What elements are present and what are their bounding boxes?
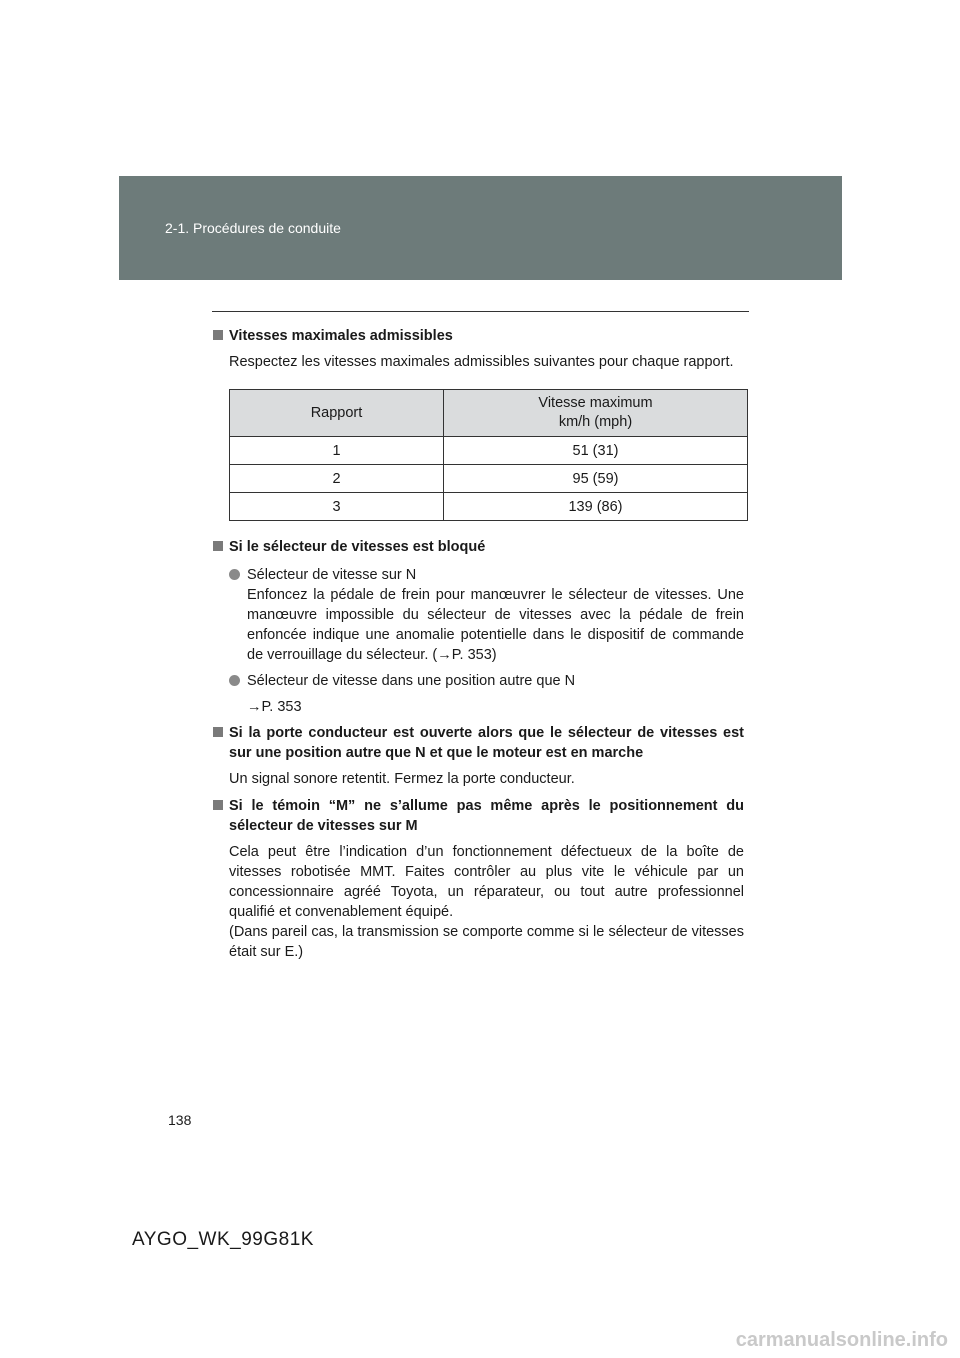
square-bullet-icon [213, 330, 223, 340]
watermark: carmanualsonline.info [735, 1329, 948, 1351]
max-speeds-text: Respectez les vitesses maximales admissibles suivantes pour chaque rapport. [229, 354, 734, 370]
square-bullet-icon [213, 800, 223, 810]
door-open-text: Un signal sonore retentit. Fermez la porte conducteur. [229, 771, 575, 787]
table-row [230, 465, 748, 493]
heading-m-indicator: Si le témoin “M” ne s’allume pas même après le positionnement du sélecteur de vitesses sur M [212, 796, 744, 836]
document-code: AYGO_WK_99G81K [132, 1229, 314, 1250]
heading-max-speeds: Vitesses maximales admissibles [212, 326, 744, 346]
table-cell-speed: 139 (86) [444, 493, 748, 521]
heading-door-open: Si la porte conducteur est ouverte alors que le sélecteur de vitesses est sur une position autre que N et que le moteur est en marche [212, 723, 744, 763]
speed-table [229, 389, 748, 521]
page-number: 138 [168, 1112, 192, 1128]
table-cell-gear: 1 [230, 437, 444, 465]
top-rule [212, 311, 749, 312]
table-row [230, 493, 748, 521]
column-header-speed: Vitesse maximum km/h (mph) [444, 390, 748, 437]
table-header-row [230, 390, 748, 437]
heading-selector-blocked: Si le sélecteur de vitesses est bloqué [212, 537, 744, 557]
m-indicator-note: (Dans pareil cas, la transmission se comporte comme si le sélecteur de vitesses était sur E.) [229, 924, 744, 960]
section-label: 2-1. Procédures de conduite [165, 220, 341, 236]
square-bullet-icon [213, 541, 223, 551]
table-cell-speed: 51 (31) [444, 437, 748, 465]
page-reference: →P. 353 [247, 699, 302, 715]
square-bullet-icon [213, 727, 223, 737]
table-cell-gear: 2 [230, 465, 444, 493]
table-row [230, 437, 748, 465]
page-content [212, 326, 744, 962]
circle-bullet-icon [229, 569, 240, 580]
list-item: Sélecteur de vitesse sur N Enfoncez la pédale de frein pour manœuvrer le sélecteur de vitesses. Une manœuvre impossible du sélecteur de vitesses avec la pédale de frein enfoncée indique une anomalie potentielle dans le dispositif de commande de verrouillage du sélecteur. (→P. 353) [212, 565, 744, 665]
table-cell-speed: 95 (59) [444, 465, 748, 493]
list-item: Sélecteur de vitesse dans une position autre que N [212, 671, 744, 691]
table-cell-gear: 3 [230, 493, 444, 521]
m-indicator-text: Cela peut être l’indication d’un fonctionnement défectueux de la boîte de vitesses robotisée MMT. Faites contrôler au plus vite le véhicule par un concessionnaire agréé Toyota, un réparateur, ou tout autre professionnel qualifié et convenablement équipé. [229, 844, 744, 920]
circle-bullet-icon [229, 675, 240, 686]
column-header-gear: Rapport [230, 390, 444, 437]
